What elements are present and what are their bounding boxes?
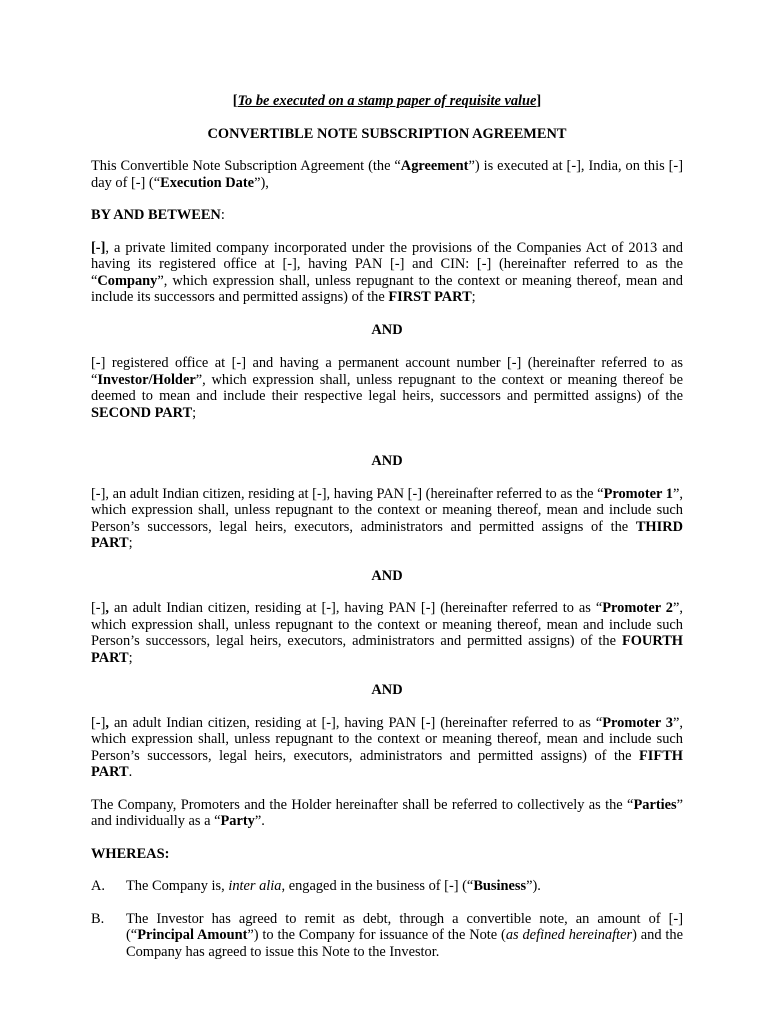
recital-b: B. The Investor has agreed to remit as debt, through a convertible note, an amount of [-] (“Principal Amount”) to the Company for issuance of the Note (as defined hereinafter) and the Company has agreed to issue this Note to the Investor. bbox=[91, 910, 683, 960]
stamp-note: [To be executed on a stamp paper of requisite value] bbox=[232, 93, 542, 109]
and-separator: AND bbox=[371, 682, 403, 698]
term-principal-amount: Principal Amount bbox=[137, 927, 248, 943]
term-promoter-2: Promoter 2 bbox=[602, 600, 673, 616]
and-separator: AND bbox=[371, 567, 403, 584]
term-parties: Parties bbox=[633, 796, 677, 813]
list-marker: B. bbox=[91, 910, 105, 927]
recital-a: A. The Company is, inter alia, engaged in the business of [-] (“Business”). bbox=[91, 878, 541, 894]
whereas-heading: WHEREAS: bbox=[91, 845, 170, 862]
stamp-note-text: To be executed on a stamp paper of requisite value bbox=[237, 93, 537, 109]
agreement-page bbox=[91, 93, 683, 960]
term-fifth-part: FIFTH PART bbox=[91, 747, 683, 780]
term-execution-date: Execution Date bbox=[160, 174, 255, 191]
term-promoter-1: Promoter 1 bbox=[603, 485, 673, 502]
term-agreement: Agreement bbox=[400, 158, 469, 174]
party-third-part: [-], an adult Indian citizen, residing at [-], having PAN [-] (hereinafter referred to as the “Promoter 1”, which expression shall, unless repugnant to the context or meaning thereof, mean and include such Person’s successors, legal heirs, executors, administrators and permitted assigns of the THIRD PART; bbox=[91, 485, 683, 551]
collective-definition: The Company, Promoters and the Holder hereinafter shall be referred to collectively as the “Parties” and individually as a “Party”. bbox=[91, 796, 683, 829]
intro-paragraph: This Convertible Note Subscription Agreement (the “Agreement”) is executed at [-], India, on this [-] day of [-] (“Execution Date”), bbox=[91, 158, 683, 191]
term-investor-holder: Investor/Holder bbox=[97, 371, 196, 388]
term-party: Party bbox=[220, 813, 255, 829]
list-marker: A. bbox=[91, 878, 105, 894]
party-first-part: [-], a private limited company incorporated under the provisions of the Companies Act of 2013 and having its registered office at [-], having PAN [-] and CIN: [-] (hereinafter referred to as the “Company”, which expression shall, unless repugnant to the context or meaning thereof, mean and include its successors and permitted assigns) of the FIRST PART; bbox=[91, 239, 683, 305]
party-fifth-part: [-], an adult Indian citizen, residing at [-], having PAN [-] (hereinafter referred to as “Promoter 3”, which expression shall, unless repugnant to the context or meaning thereof, mean and include such Person’s successors, legal heirs, executors, administrators and permitted assigns) of the FIFTH PART. bbox=[91, 714, 683, 780]
party-fourth-part: [-], an adult Indian citizen, residing at [-], having PAN [-] (hereinafter referred to as “Promoter 2”, which expression shall, unless repugnant to the context or meaning thereof, mean and include such Person’s successors, legal heirs, executors, administrators and permitted assigns) of the FOURTH PART; bbox=[91, 600, 683, 666]
term-fourth-part: FOURTH PART bbox=[91, 633, 683, 666]
term-third-part: THIRD PART bbox=[91, 518, 683, 551]
term-company: Company bbox=[97, 272, 158, 289]
term-first-part: FIRST PART bbox=[388, 289, 472, 305]
party-second-part: [-] registered office at [-] and having a permanent account number [-] (hereinafter referred to as “Investor/Holder”, which expression shall, unless repugnant to the context or meaning thereof be deemed to mean and include their respective legal heirs, successors and permitted assigns) of the SECOND PART; bbox=[91, 355, 683, 421]
and-separator: AND bbox=[371, 321, 403, 338]
by-and-between-heading: BY AND BETWEEN: bbox=[91, 207, 225, 223]
term-business: Business bbox=[473, 878, 527, 894]
term-promoter-3: Promoter 3 bbox=[602, 714, 673, 731]
document-title: CONVERTIBLE NOTE SUBSCRIPTION AGREEMENT bbox=[207, 125, 567, 142]
term-second-part: SECOND PART bbox=[91, 404, 193, 421]
and-separator: AND bbox=[371, 453, 403, 469]
